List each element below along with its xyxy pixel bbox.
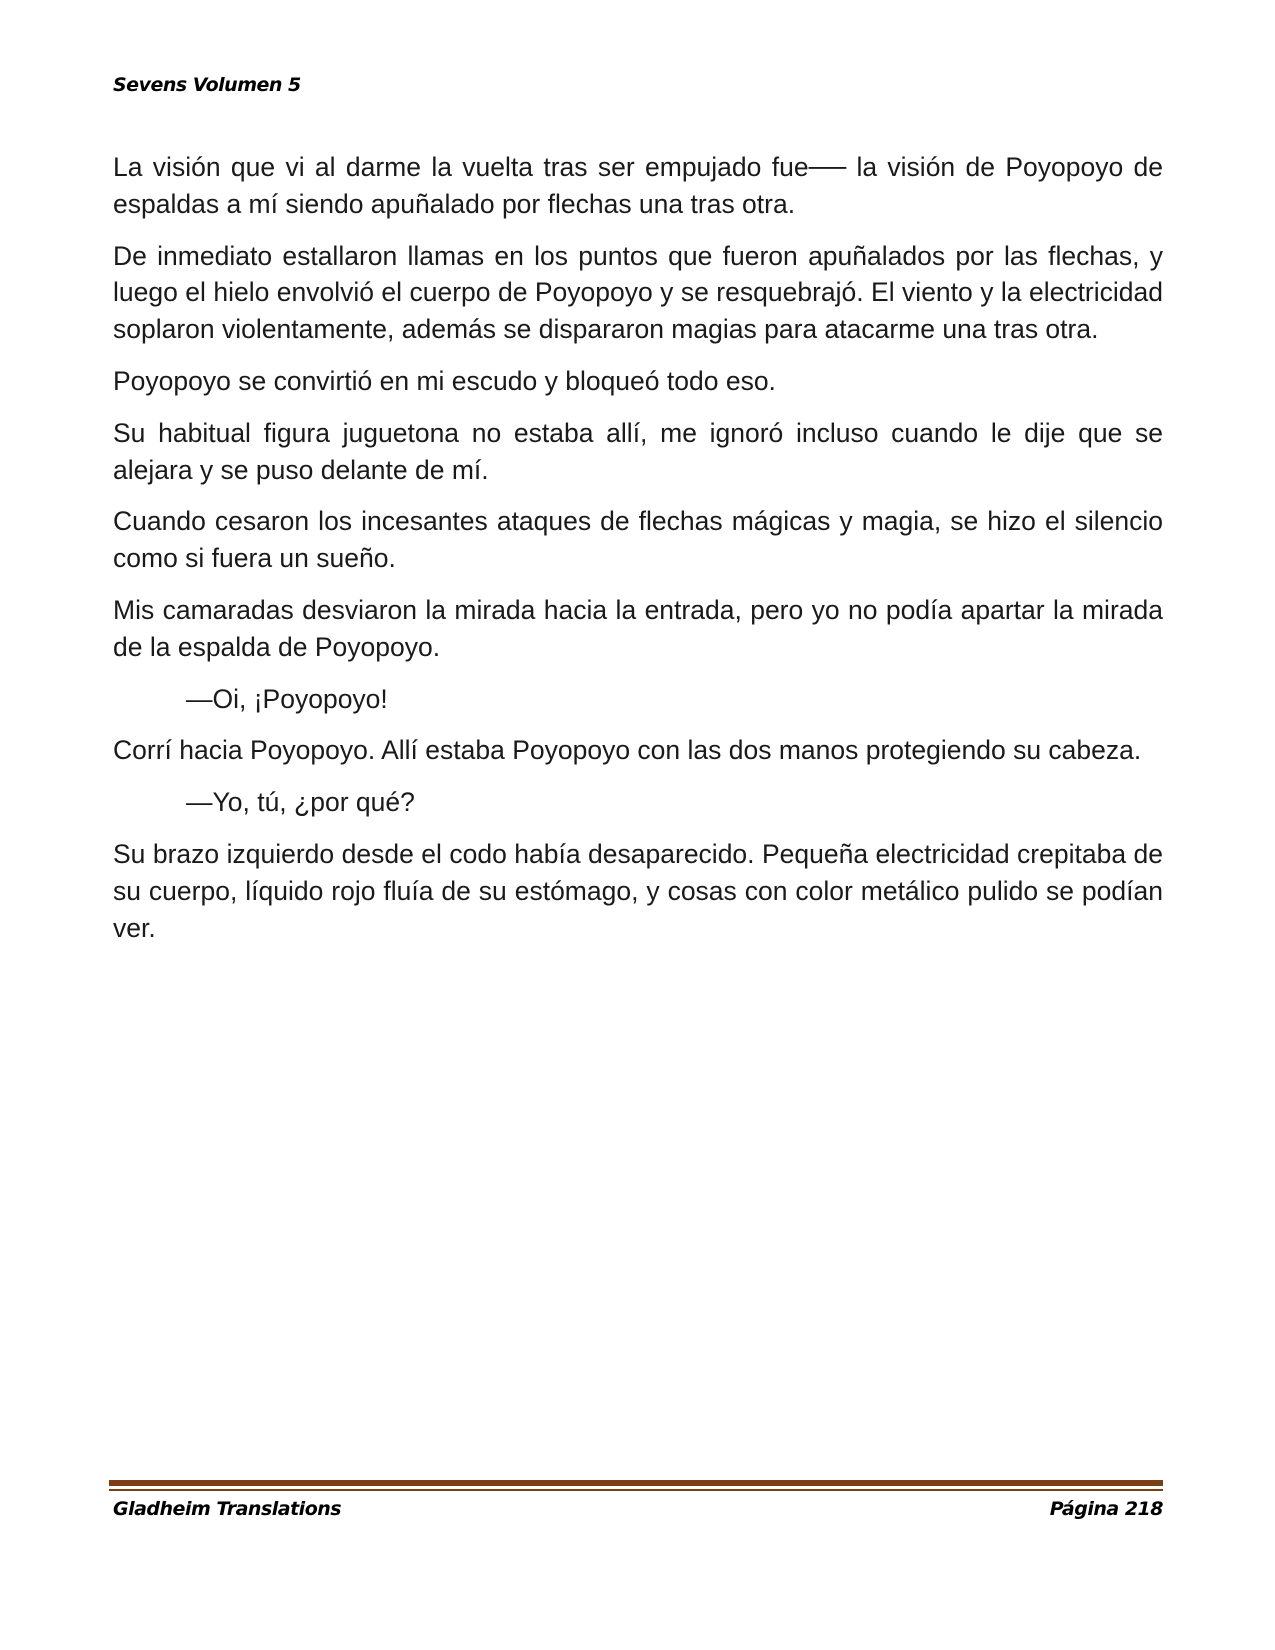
paragraph: La visión que vi al darme la vuelta tras ser empujado fue── la visión de Poyopoyo de espaldas a mí siendo apuñalado por flechas una tras otra. bbox=[113, 152, 1163, 219]
footer-publisher: Gladheim Translations bbox=[113, 1498, 342, 1520]
running-header: Sevens Volumen 5 bbox=[113, 74, 301, 96]
footer-rule-thin bbox=[109, 1489, 1163, 1491]
paragraph: Poyopoyo se convirtió en mi escudo y bloqueó todo eso. bbox=[113, 365, 776, 396]
page-body bbox=[113, 149, 1163, 961]
footer-rule-thick bbox=[109, 1480, 1163, 1486]
paragraph: Cuando cesaron los incesantes ataques de flechas mágicas y magia, se hizo el silencio como si fuera un sueño. bbox=[113, 506, 1163, 574]
dialog-line: —Yo, tú, ¿por qué? bbox=[186, 787, 415, 818]
paragraph: Corrí hacia Poyopoyo. Allí estaba Poyopoyo con las dos manos protegiendo su cabeza. bbox=[113, 735, 1142, 766]
paragraph: De inmediato estallaron llamas en los puntos que fueron apuñalados por las flechas, y luego el hielo envolvió el cuerpo de Poyopoyo y se resquebrajó. El viento y la electricidad soplaron violentamente, además se dispararon magias para atacarme una tras otra. bbox=[113, 240, 1163, 345]
page-number: Página 218 bbox=[1049, 1498, 1163, 1520]
paragraph: Mis camaradas desviaron la mirada hacia la entrada, pero yo no podía apartar la mirada de la espalda de Poyopoyo. bbox=[113, 594, 1163, 662]
dialog-line: —Oi, ¡Poyopoyo! bbox=[186, 683, 388, 714]
paragraph: Su habitual figura juguetona no estaba allí, me ignoró incluso cuando le dije que se alejara y se puso delante de mí. bbox=[113, 417, 1163, 485]
paragraph: Su brazo izquierdo desde el codo había desaparecido. Pequeña electricidad crepitaba de su cuerpo, líquido rojo fluía de su estómago, y cosas con color metálico pulido se podían ver. bbox=[113, 838, 1163, 943]
